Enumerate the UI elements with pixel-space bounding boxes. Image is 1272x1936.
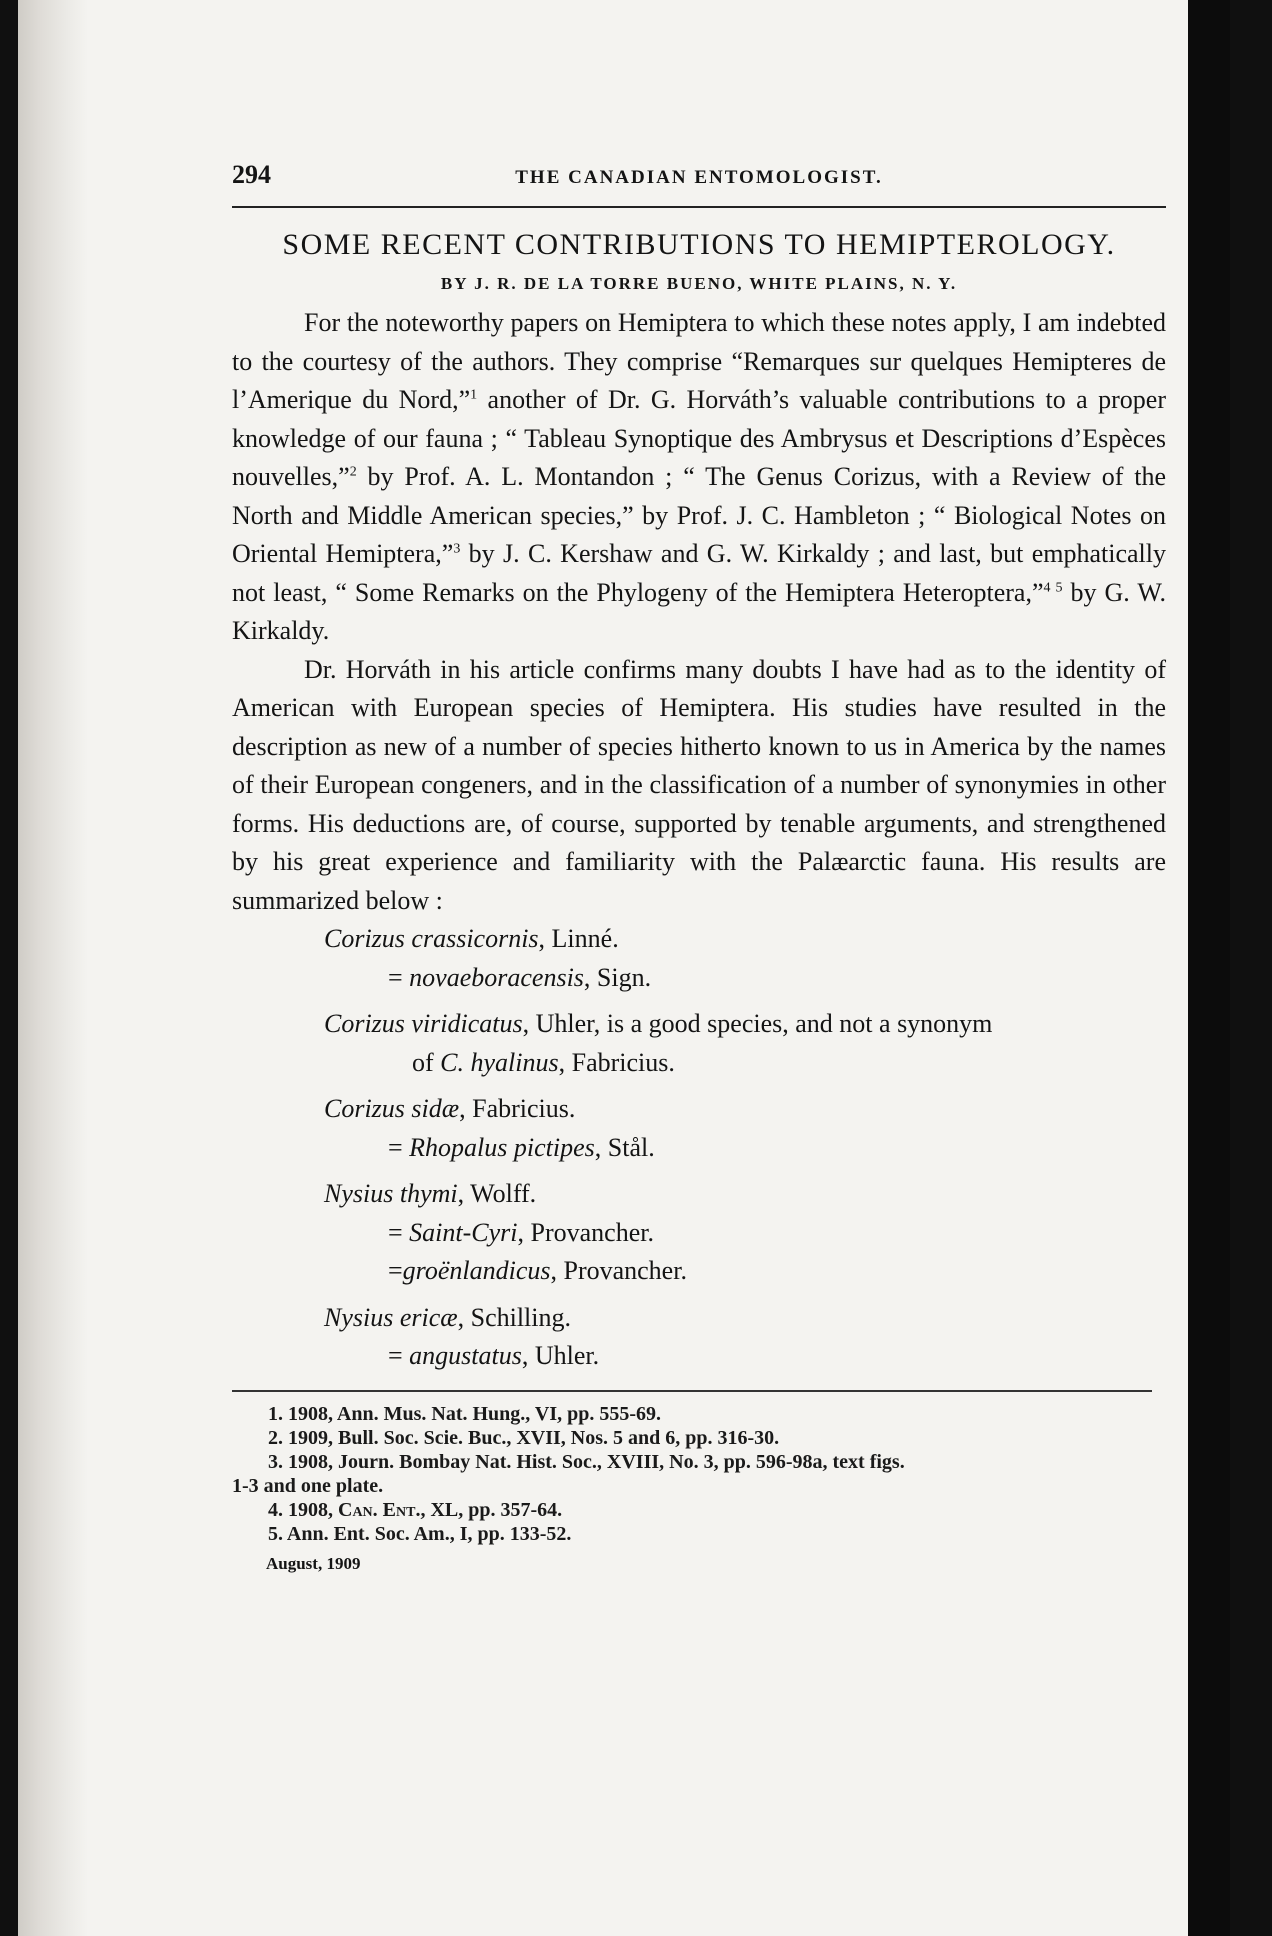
header-rule [232, 206, 1166, 208]
footnote-ref-2: 2 [349, 464, 357, 480]
p1-text-d: by J. C. Kershaw and G. W. Kirkaldy ; and last, but emphatically not least, “ Some Remarks on the Phylogeny of the Hemiptera Heteroptera,” [232, 539, 1167, 607]
synonymy-entry [324, 1175, 1166, 1291]
page-number: 294 [232, 160, 271, 189]
paragraph-2: Dr. Horváth in his article confirms many doubts I have had as to the identity of American with European species of Hemiptera. His studies have resulted in the description as new of a number of species hitherto known to us in America by the names of their European congeners, and in the classification of a number of synonymies in other forms. His deductions are, of course, supported by tenable arguments, and strengthened by his great experience and familiarity with the Palæarctic fauna. His results are summarized below : [232, 654, 1166, 915]
p1-text-e: by G. W. Kirkaldy. [232, 577, 1166, 645]
continuation-text: of [412, 1047, 441, 1077]
species-author: , Linné. [538, 924, 619, 953]
footnote-4 [232, 1498, 1166, 1522]
byline: BY J. R. DE LA TORRE BUENO, WHITE PLAINS, N. Y. [440, 274, 958, 293]
footnote-4-journal: Can. Ent. [338, 1498, 421, 1521]
synonymy-entry [324, 920, 1166, 997]
footnote-3: 3. 1908, Journ. Bombay Nat. Hist. Soc., XVIII, No. 3, pp. 596-98a, text figs. [268, 1450, 905, 1473]
synonymy-entry [324, 1090, 1166, 1167]
species-name: Corizus crassicornis [324, 924, 539, 953]
synonym-author: , Provancher. [517, 1217, 654, 1247]
p1-text-c: by Prof. A. L. Montandon ; “ The Genus Corizus, with a Review of the North and Middle American species,” by Prof. J. C. Hambleton ; “ Biological Notes on Oriental Hemiptera,” [232, 462, 1166, 568]
footnote-ref-4-5: 4 5 [1043, 579, 1063, 595]
footnote-rule [232, 1390, 1152, 1392]
synonym-name: Rhopalus pictipes [409, 1132, 595, 1162]
p1-text-a: For the noteworthy papers on Hemiptera to which these notes apply, I am indebted to the courtesy of the authors. They comprise “Remarques sur quelques Hemipteres de l’Amerique du Nord,” [232, 308, 1166, 414]
synonym-name: novaeboracensis [409, 962, 584, 992]
running-head [232, 160, 1166, 194]
synonymy-entry [324, 1005, 1166, 1082]
species-name: Corizus viridicatus [324, 1009, 523, 1038]
synonym-sign: = [388, 962, 410, 992]
species-author: , Fabricius. [558, 1047, 675, 1077]
species-name: Nysius ericæ [324, 1302, 458, 1332]
synonym-sign: = [388, 1256, 403, 1285]
page [18, 0, 1230, 1936]
species-name: C. hyalinus [440, 1047, 559, 1077]
synonym-author: , Uhler. [521, 1341, 600, 1370]
species-name: Nysius thymi [324, 1179, 458, 1208]
species-author: , Uhler, is a good species, and not a synonym [522, 1009, 993, 1038]
synonym-name: groënlandicus [402, 1256, 551, 1285]
footnote-1: 1. 1908, Ann. Mus. Nat. Hung., VI, pp. 555-69. [268, 1402, 662, 1425]
species-author: , Wolff. [457, 1179, 537, 1208]
synonym-sign: = [388, 1341, 410, 1370]
scan-border [1188, 0, 1230, 1936]
synonymy-list [324, 920, 1166, 1376]
text-block [232, 160, 1166, 1574]
article-title: SOME RECENT CONTRIBUTIONS TO HEMIPTEROLOGY. [282, 228, 1116, 261]
issue-date: August, 1909 [266, 1553, 361, 1573]
synonym-author: , Sign. [583, 962, 652, 992]
footnote-2: 2. 1909, Bull. Soc. Scie. Buc., XVII, Nos. 5 and 6, pp. 316-30. [268, 1426, 780, 1449]
species-author: , Fabricius. [459, 1094, 576, 1123]
page-edge-shadow [18, 0, 88, 1936]
synonymy-entry [324, 1299, 1166, 1376]
footnote-5: 5. Ann. Ent. Soc. Am., I, pp. 133-52. [268, 1522, 572, 1545]
synonym-name: angustatus [409, 1341, 522, 1370]
synonym-author: , Provancher. [550, 1256, 687, 1285]
footnote-ref-1: 1 [470, 387, 478, 403]
footnote-4-prefix: 4. 1908, [268, 1498, 338, 1521]
journal-title: THE CANADIAN ENTOMOLOGIST. [515, 167, 883, 188]
p1-text-b: another of Dr. G. Horváth’s valuable contributions to a proper knowledge of our fauna ; “ Tableau Synoptique des Ambrysus et Descriptions d’Espèces nouvelles,” [232, 385, 1166, 491]
synonym-sign: = [388, 1132, 410, 1162]
species-name: Corizus sidæ [324, 1094, 460, 1123]
synonym-sign: = [388, 1217, 410, 1247]
species-author: , Schilling. [457, 1302, 572, 1332]
footnote-ref-3: 3 [453, 541, 461, 557]
footnote-4-suffix: , XL, pp. 357-64. [420, 1498, 563, 1521]
paragraph-1 [232, 304, 1166, 651]
footnotes [232, 1402, 1166, 1546]
footnote-3-continued: 1-3 and one plate. [232, 1474, 384, 1497]
synonym-name: Saint-Cyri [409, 1217, 518, 1247]
synonym-author: , Stål. [594, 1132, 655, 1162]
